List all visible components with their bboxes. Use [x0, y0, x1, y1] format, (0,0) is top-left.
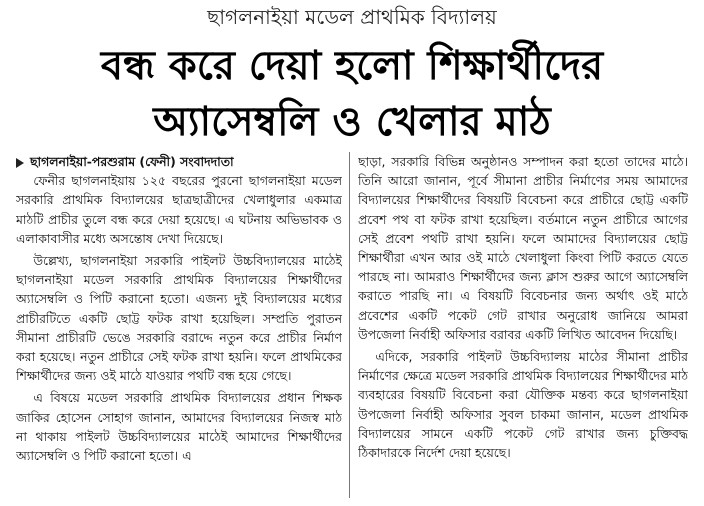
byline — [16, 152, 342, 171]
paragraph-3-continued: ছাড়া, সরকারি বিভিন্ন অনুষ্ঠানও সম্পাদন করা হতো তাদের মাঠে। তিনি আরো জানান, পূর্বে সীমানা প্রাচীর নির্মাণের সময় আমাদের বিদ্যালয়ের শিক্ষার্থীদের বিষয়টি বিবেচনা করে প্রাচীরে ছোট্ট একটি প্রবেশ পথ বা ফটক রাখা হয়েছিল। বর্তমানে নতুন প্রাচীরে আগের সেই প্রবেশ পথটি রাখা হয়নি। ফলে আমাদের বিদ্যালয়ের ছোট্ট শিক্ষার্থীরা এখন আর ওই মাঠে খেলাধুলা কিংবা পিটি করতে যেতে পারছে না। আমরাও শিক্ষার্থীদের জন্য ক্লাস শুরুর আগে অ্যাসেম্বলি করাতে পারছি না। এ বিষয়টি বিবেচনার জন্য অর্থাৎ ওই মাঠে প্রবেশের একটি পকেট গেট রাখার অনুরোধ জানিয়ে আমরা উপজেলা নির্বাহী অফিসার বরাবর একটি লিখিত আবেদন দিয়েছি। — [358, 154, 688, 342]
paragraph-2: উল্লেখ্য, ছাগলনাইয়া সরকারি পাইলট উচ্চবিদ্যালয়ের মাঠেই ছাগলনাইয়া মডেল সরকারি প্রাথমিক বিদ্যালয়ের শিক্ষার্থীদের অ্যাসেম্বলি ও পিটি করানো হতো। এজন্য দুই বিদ্যালয়ের মধ্যের প্রাচীরটিতে একটি ছোট্ট ফটক রাখা হয়েছিল। সম্প্রতি পুরাতন সীমানা প্রাচীরটি ভেঙে সরকারি বরাদ্দে নতুন করে প্রাচীর নির্মাণ করা হয়েছে। নতুন প্রাচীরে সেই ফটক রাখা হয়নি। ফলে প্রাথমিকের শিক্ষার্থীদের জন্য ওই মাঠে যাওয়ার পথটি বন্ধ হয়ে গেছে। — [16, 253, 342, 384]
headline-line-2: অ্যাসেম্বলি ও খেলার মাঠ — [153, 99, 551, 145]
paragraph-4: এদিকে, সরকারি পাইলট উচ্চবিদ্যালয় মাঠের সীমানা প্রাচীর নির্মাণের ক্ষেত্রে মডেল সরকারি প্রাথমিক বিদ্যালয়ের শিক্ষার্থীদের মাঠ ব্যবহারের বিষয়টি বিবেচনা করা যৌক্তিক মন্তব্য করে ছাগলনাইয়া উপজেলা নির্বাহী অফিসার সুবল চাকমা জানান, মডেল প্রাথমিক বিদ্যালয়ের সামনে একটি পকেট গেট রাখার জন্য চুক্তিবদ্ধ ঠিকাদারকে নির্দেশ দেয়া হয়েছে। — [358, 349, 688, 461]
column-divider — [349, 152, 350, 498]
headline-line-1: বন্ধ করে দেয়া হলো শিক্ষার্থীদের — [100, 43, 604, 89]
article-column-left — [16, 152, 342, 504]
paragraph-3-start: এ বিষয়ে মডেল সরকারি প্রাথমিক বিদ্যালয়ের প্রধান শিক্ষক জাকির হোসেন সোহাগ জানান, আমাদের বিদ্যালয়ের নিজস্ব মাঠ না থাকায় পাইলট উচ্চবিদ্যালয়ের মাঠেই আমাদের শিক্ষার্থীদের অ্যাসেম্বলি ও পিটি করানো হতো। এ — [16, 390, 342, 464]
kicker-line: ছাগলনাইয়া মডেল প্রাথমিক বিদ্যালয় — [207, 5, 497, 29]
byline-text: ছাগলনাইয়া-পরশুরাম (ফেনী) সংবাদদাতা — [30, 154, 234, 169]
article-column-right — [358, 152, 688, 504]
paragraph-1: ফেনীর ছাগলনাইয়ায় ১২৫ বছরের পুরনো ছাগলনাইয়া মডেল সরকারি প্রাথমিক বিদ্যালয়ের ছাত্রছাত্রীদের খেলাধুলার একমাত্র মাঠটি প্রাচীর তুলে বন্ধ করে দেয়া হয়েছে। এ ঘটনায় অভিভাবক ও এলাকাবাসীর মধ্যে অসন্তোষ দেখা দিয়েছে। — [16, 173, 342, 246]
bullet-triangle-icon — [16, 158, 24, 168]
